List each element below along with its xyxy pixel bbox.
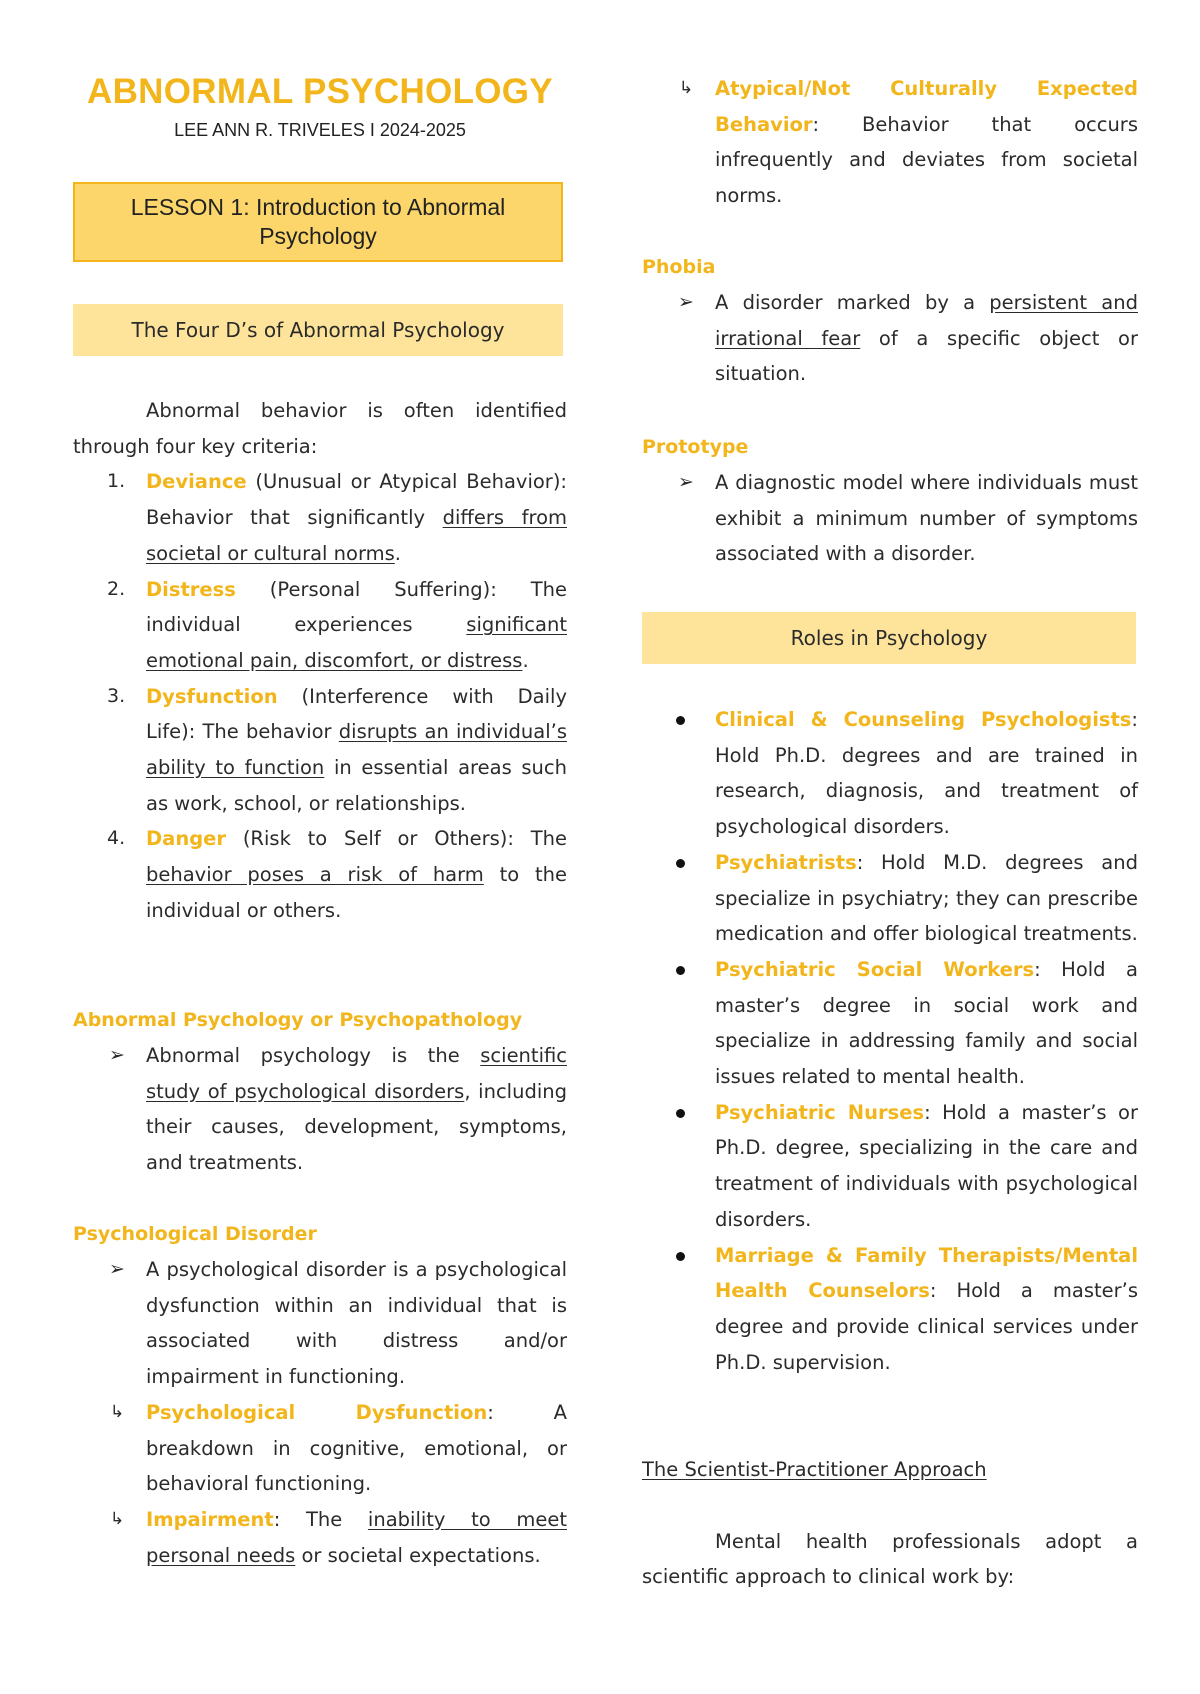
role-item <box>642 952 1138 1095</box>
item-text: The <box>305 1507 368 1531</box>
colon: : <box>273 1507 306 1531</box>
lesson-title-box: LESSON 1: Introduction to Abnormal Psychology <box>73 182 563 262</box>
underlined-text: persistent and irrational fear <box>715 291 1138 350</box>
term-psychological-dysfunction: Psychological Dysfunction <box>146 1400 488 1424</box>
sub-list <box>73 1395 567 1574</box>
sub-item <box>73 1395 567 1502</box>
term-distress: Distress <box>146 577 236 601</box>
item-text: A diagnostic model where individuals must exhibit a minimum number of symptoms associated with a disorder. <box>715 471 1138 566</box>
item-text: Hold a master’s or Ph.D. degree, specializing in the care and treatment of individuals with psychological disorders. <box>715 1100 1138 1231</box>
underlined-text: disrupts an individual’s ability to function <box>146 720 567 780</box>
sub-list <box>642 71 1138 214</box>
bullet-icon <box>676 1095 685 1131</box>
item-text-end: to the individual or others. <box>146 863 567 922</box>
item-text: (Personal Suffering): The individual experiences <box>146 577 567 637</box>
four-ds-item <box>73 679 567 822</box>
item-text: A disorder marked by a <box>715 291 990 314</box>
item-text: Hold Ph.D. degrees and are trained in research, diagnosis, and treatment of psychological disorders. <box>715 743 1138 839</box>
term-deviance: Deviance <box>146 470 247 494</box>
item-text: (Interference with Daily Life): The behavior <box>146 684 567 744</box>
four-ds-section <box>73 393 567 929</box>
colon: : <box>487 1400 554 1424</box>
item-text: (Unusual or Atypical Behavior): Behavior that significantly <box>146 470 567 530</box>
heading-phobia: Phobia <box>642 256 716 278</box>
return-arrow-icon: ↳ <box>679 78 694 98</box>
colon: : <box>929 1279 957 1303</box>
underlined-text: significant emotional pain, discomfort, or distress <box>146 613 567 672</box>
term-marriage-family: Marriage & Family Therapists/Mental Health Counselors <box>715 1243 1138 1303</box>
term-impairment: Impairment <box>146 1507 274 1531</box>
heading-abnormal-psychology: Abnormal Psychology or Psychopathology <box>73 1009 523 1031</box>
colon: : <box>1131 708 1138 731</box>
role-item <box>642 1238 1138 1381</box>
colon: : <box>856 850 882 874</box>
arrow-icon: ➢ <box>678 291 694 313</box>
definition-item <box>642 465 1138 572</box>
underlined-text: behavior poses a risk of harm <box>146 863 484 887</box>
term-clinical-counseling: Clinical & Counseling Psychologists <box>715 708 1132 731</box>
term-social-workers: Psychiatric Social Workers <box>715 957 1035 981</box>
term-atypical-behavior: Atypical/Not Culturally Expected Behavior <box>715 77 1138 136</box>
heading-psychological-disorder: Psychological Disorder <box>73 1223 317 1245</box>
item-text-end: or societal expectations. <box>295 1543 541 1567</box>
item-text: Hold M.D. degrees and specialize in psychiatry; they can prescribe medication and offer biological treatments. <box>715 850 1138 946</box>
arrow-icon: ➢ <box>678 471 694 493</box>
atypical-continued <box>642 71 1138 214</box>
four-ds-item <box>73 572 567 679</box>
arrow-list <box>73 1038 567 1181</box>
roles-section <box>642 702 1138 1380</box>
document-title: ABNORMAL PSYCHOLOGY <box>87 72 553 111</box>
underlined-text: differs from societal or cultural norms <box>146 506 568 565</box>
colon: : <box>924 1100 943 1124</box>
arrow-icon: ➢ <box>109 1044 125 1066</box>
arrow-list <box>642 465 1138 572</box>
author-line: LEE ANN R. TRIVELES I 2024-2025 <box>174 120 466 140</box>
section-band-roles: Roles in Psychology <box>642 612 1136 664</box>
item-text-end: , including their causes, development, symptoms, and treatments. <box>146 1079 567 1175</box>
four-ds-intro: Abnormal behavior is often identified through four key criteria: <box>73 399 567 458</box>
underlined-text: scientific study of psychological disorders <box>146 1044 567 1103</box>
term-psychiatrists: Psychiatrists <box>715 850 857 874</box>
roles-list <box>642 702 1138 1380</box>
item-text-end: in essential areas such as work, school, or relationships. <box>146 756 567 815</box>
sub-item <box>642 71 1138 214</box>
item-text: Abnormal psychology is the <box>146 1044 481 1067</box>
item-text: Hold a master’s degree in social work and specialize in addressing family and social issues related to mental health. <box>715 957 1138 1089</box>
definition-item <box>73 1038 567 1181</box>
list-number: 2. <box>107 577 126 600</box>
section-band-four-ds: The Four D’s of Abnormal Psychology <box>73 304 563 356</box>
sub-item <box>73 1502 567 1573</box>
underlined-text: inability to meet personal needs <box>146 1507 567 1567</box>
list-number: 3. <box>107 684 126 707</box>
definition-item <box>73 1252 567 1395</box>
psychological-disorder-section <box>73 1217 567 1573</box>
colon: : <box>812 112 863 136</box>
heading-prototype: Prototype <box>642 436 749 458</box>
role-item <box>642 1095 1138 1238</box>
arrow-icon: ➢ <box>109 1258 125 1280</box>
list-number: 4. <box>107 827 126 850</box>
colon: : <box>1034 957 1062 981</box>
item-text: (Risk to Self or Others): The <box>226 827 567 851</box>
four-ds-list <box>73 464 567 928</box>
term-danger: Danger <box>146 827 227 851</box>
item-text: Hold a master’s degree and provide clinical services under Ph.D. supervision. <box>715 1279 1138 1374</box>
list-number: 1. <box>107 470 126 493</box>
scientist-text: Mental health professionals adopt a scientific approach to clinical work by: <box>642 1529 1138 1589</box>
arrow-list <box>642 285 1138 392</box>
four-ds-item <box>73 821 567 928</box>
item-text: A psychological disorder is a psychological dysfunction within an individual that is associated with distress and/or impairment in functioning. <box>146 1258 567 1389</box>
role-item <box>642 845 1138 952</box>
underlined-heading: The Scientist-Practitioner Approach <box>642 1458 987 1481</box>
term-dysfunction: Dysfunction <box>146 684 278 708</box>
item-text-end: . <box>394 541 401 565</box>
bullet-icon <box>676 702 685 738</box>
return-arrow-icon: ↳ <box>110 1508 125 1529</box>
heading-scientist-practitioner <box>642 1452 1138 1488</box>
prototype-section <box>642 430 1138 572</box>
item-text: A breakdown in cognitive, emotional, or behavioral functioning. <box>146 1400 567 1496</box>
abnormal-psychology-section <box>73 1003 567 1181</box>
item-text: Behavior that occurs infrequently and deviates from societal norms. <box>715 112 1138 208</box>
definition-item <box>642 285 1138 392</box>
item-text-end: of a specific object or situation. <box>715 326 1138 386</box>
bullet-icon <box>676 845 685 881</box>
return-arrow-icon: ↳ <box>110 1401 125 1422</box>
bullet-icon <box>676 1238 685 1274</box>
role-item <box>642 702 1138 845</box>
bullet-icon <box>676 952 685 988</box>
item-text-end: . <box>522 648 529 672</box>
term-psychiatric-nurses: Psychiatric Nurses <box>715 1100 925 1124</box>
four-ds-item <box>73 464 567 571</box>
phobia-section <box>642 250 1138 392</box>
arrow-list <box>73 1252 567 1395</box>
scientist-practitioner-section <box>642 1452 1138 1595</box>
